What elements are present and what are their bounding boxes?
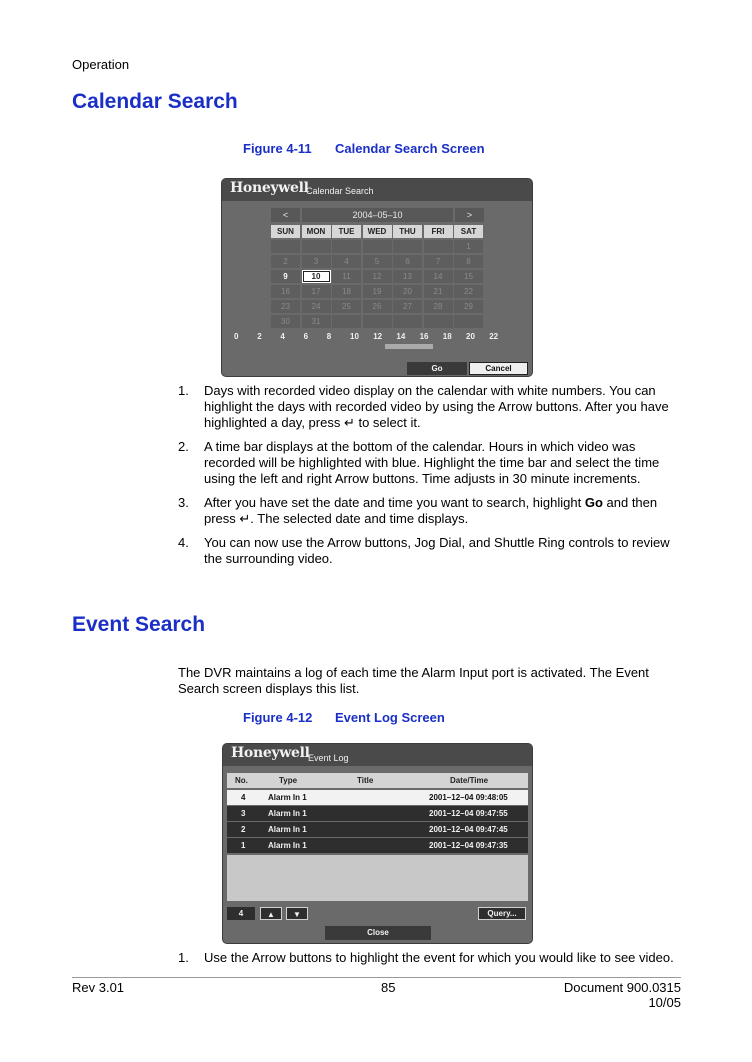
running-header: Operation	[72, 57, 130, 72]
query-button[interactable]: Query...	[478, 907, 526, 920]
calendar-day[interactable]: 27	[393, 300, 422, 313]
calendar-day[interactable]: 7	[424, 255, 453, 268]
event-count: 4	[227, 907, 255, 920]
hour-tick-label: 2	[257, 332, 262, 341]
calendar-search-heading: Calendar Search	[72, 90, 238, 113]
go-button[interactable]: Go	[407, 362, 467, 375]
calendar-day[interactable]: 29	[454, 300, 483, 313]
calendar-day[interactable]: 28	[424, 300, 453, 313]
calendar-day[interactable]: 31	[302, 315, 331, 328]
calendar-day[interactable]: 22	[454, 285, 483, 298]
calendar-day[interactable]: 18	[332, 285, 361, 298]
event-search-intro: The DVR maintains a log of each time the Alarm Input port is activated. The Event Search screen displays this list.	[178, 665, 649, 696]
footer-divider	[72, 977, 681, 978]
event-log-screen	[222, 743, 533, 944]
calendar-day[interactable]: 17	[302, 285, 331, 298]
hour-tick-label: 18	[442, 332, 452, 341]
column-datetime: Date/Time	[450, 776, 489, 785]
figure-4-12-caption	[243, 710, 445, 725]
next-month-button[interactable]: >	[455, 208, 484, 222]
event-datetime: 2001–12–04 09:48:05	[429, 793, 508, 802]
hour-tick-label: 12	[373, 332, 383, 341]
hour-tick-label: 16	[419, 332, 429, 341]
calendar-day[interactable]: 24	[302, 300, 331, 313]
calendar-day[interactable]: 1	[454, 240, 483, 253]
calendar-empty-cell	[332, 315, 361, 328]
list-item: 4. You can now use the Arrow buttons, Jog Dial, and Shuttle Ring controls to review the surrounding video.	[178, 535, 670, 566]
weekday-header: THU	[393, 225, 422, 238]
calendar-empty-cell	[393, 315, 422, 328]
hour-tick-label: 20	[466, 332, 475, 341]
screen-title: Calendar Search	[306, 186, 374, 196]
footer-revision: Rev 3.01	[72, 980, 125, 995]
calendar-date-display: 2004–05–10	[302, 208, 453, 222]
event-datetime: 2001–12–04 09:47:55	[429, 809, 508, 818]
calendar-empty-cell	[454, 315, 483, 328]
figure-title: Calendar Search Screen	[335, 141, 485, 156]
calendar-day[interactable]: 26	[363, 300, 392, 313]
hour-tick-label: 0	[234, 332, 239, 341]
calendar-day[interactable]: 11	[332, 270, 361, 283]
calendar-empty-cell	[424, 315, 453, 328]
calendar-empty-cell	[424, 240, 453, 253]
weekday-header: MON	[302, 225, 331, 238]
weekday-header: SUN	[271, 225, 300, 238]
document-date: 10/05	[648, 995, 681, 1010]
event-row[interactable]	[227, 806, 528, 821]
hour-tick-label: 10	[350, 332, 359, 341]
column-title: Title	[357, 776, 374, 785]
scroll-up-button[interactable]: ▲	[260, 907, 282, 920]
calendar-day[interactable]: 16	[271, 285, 300, 298]
event-log-empty-area	[227, 855, 528, 901]
event-log-header	[227, 773, 528, 788]
calendar-day[interactable]: 13	[393, 270, 422, 283]
calendar-day[interactable]: 12	[363, 270, 392, 283]
list-item: 1. Days with recorded video display on the calendar with white numbers. You can highlight the days with recorded video by using the Arrow buttons. After you have highlighted a day, press ↵ to select it.	[178, 383, 669, 430]
weekday-header: WED	[363, 225, 392, 238]
document-number: Document 900.0315	[563, 980, 681, 995]
weekday-header: SAT	[454, 225, 483, 238]
weekday-header: FRI	[424, 225, 453, 238]
calendar-day[interactable]: 30	[271, 315, 300, 328]
calendar-search-screen	[221, 178, 533, 377]
figure-number: Figure 4-11	[243, 141, 312, 156]
calendar-day[interactable]: 23	[271, 300, 300, 313]
screen-title: Event Log	[308, 753, 349, 763]
calendar-empty-cell	[332, 240, 361, 253]
page-number: 85	[381, 980, 396, 995]
event-datetime: 2001–12–04 09:47:35	[429, 841, 508, 850]
list-item: 1. Use the Arrow buttons to highlight the event for which you would like to see video.	[178, 950, 674, 965]
event-type: Alarm In 1	[268, 793, 307, 802]
event-type: Alarm In 1	[268, 809, 307, 818]
calendar-day[interactable]: 15	[454, 270, 483, 283]
event-type: Alarm In 1	[268, 841, 307, 850]
scroll-down-button[interactable]: ▼	[286, 907, 308, 920]
honeywell-logo: Honeywell	[230, 180, 309, 196]
hour-tick-label: 22	[489, 332, 499, 341]
list-item: 3. After you have set the date and time you want to search, highlight Go and then press ↵. The selected date and time displays.	[178, 495, 658, 526]
figure-number: Figure 4-12	[243, 710, 313, 725]
weekday-header: TUE	[332, 225, 361, 238]
event-row[interactable]	[227, 838, 528, 853]
calendar-day[interactable]: 14	[424, 270, 453, 283]
calendar-day[interactable]: 10	[302, 270, 331, 283]
event-no: 1	[241, 841, 246, 850]
calendar-empty-cell	[271, 240, 300, 253]
calendar-day[interactable]: 19	[363, 285, 392, 298]
event-no: 2	[241, 825, 246, 834]
calendar-day[interactable]: 25	[332, 300, 361, 313]
calendar-empty-cell	[302, 240, 331, 253]
time-bar-recorded-segment[interactable]	[385, 344, 433, 349]
event-type: Alarm In 1	[268, 825, 307, 834]
event-steps	[178, 950, 683, 974]
calendar-steps	[178, 383, 683, 575]
hour-tick-label: 4	[280, 332, 285, 341]
calendar-day[interactable]: 3	[302, 255, 331, 268]
cancel-button[interactable]: Cancel	[469, 362, 528, 375]
event-no: 4	[241, 793, 246, 802]
event-row[interactable]	[227, 822, 528, 837]
list-item: 2. A time bar displays at the bottom of the calendar. Hours in which video was recorded will be highlighted with blue. Highlight the time bar and select the time using the left and right Arrow buttons. Time adjusts in 30 minute increments.	[178, 439, 660, 486]
calendar-day[interactable]: 21	[424, 285, 453, 298]
calendar-empty-cell	[393, 240, 422, 253]
hour-tick-label: 6	[303, 332, 309, 341]
column-type: Type	[279, 776, 298, 785]
calendar-day[interactable]: 6	[393, 255, 422, 268]
calendar-day[interactable]: 20	[393, 285, 422, 298]
figure-4-11-caption	[243, 141, 485, 156]
calendar-day[interactable]: 5	[363, 255, 392, 268]
calendar-day[interactable]: 8	[454, 255, 483, 268]
event-row[interactable]	[227, 790, 528, 805]
calendar-day[interactable]: 9	[271, 270, 300, 283]
calendar-day[interactable]: 4	[332, 255, 361, 268]
honeywell-logo: Honeywell	[231, 745, 310, 761]
prev-month-button[interactable]: <	[271, 208, 300, 222]
calendar-empty-cell	[363, 240, 392, 253]
figure-title: Event Log Screen	[335, 710, 445, 725]
calendar-day[interactable]: 2	[271, 255, 300, 268]
hour-tick-label: 14	[396, 332, 406, 341]
event-search-heading: Event Search	[72, 613, 206, 636]
event-datetime: 2001–12–04 09:47:45	[429, 825, 508, 834]
event-no: 3	[241, 809, 246, 818]
close-button[interactable]: Close	[325, 926, 431, 940]
calendar-empty-cell	[363, 315, 392, 328]
hour-tick-label: 8	[326, 332, 332, 341]
column-no: No.	[235, 776, 248, 785]
